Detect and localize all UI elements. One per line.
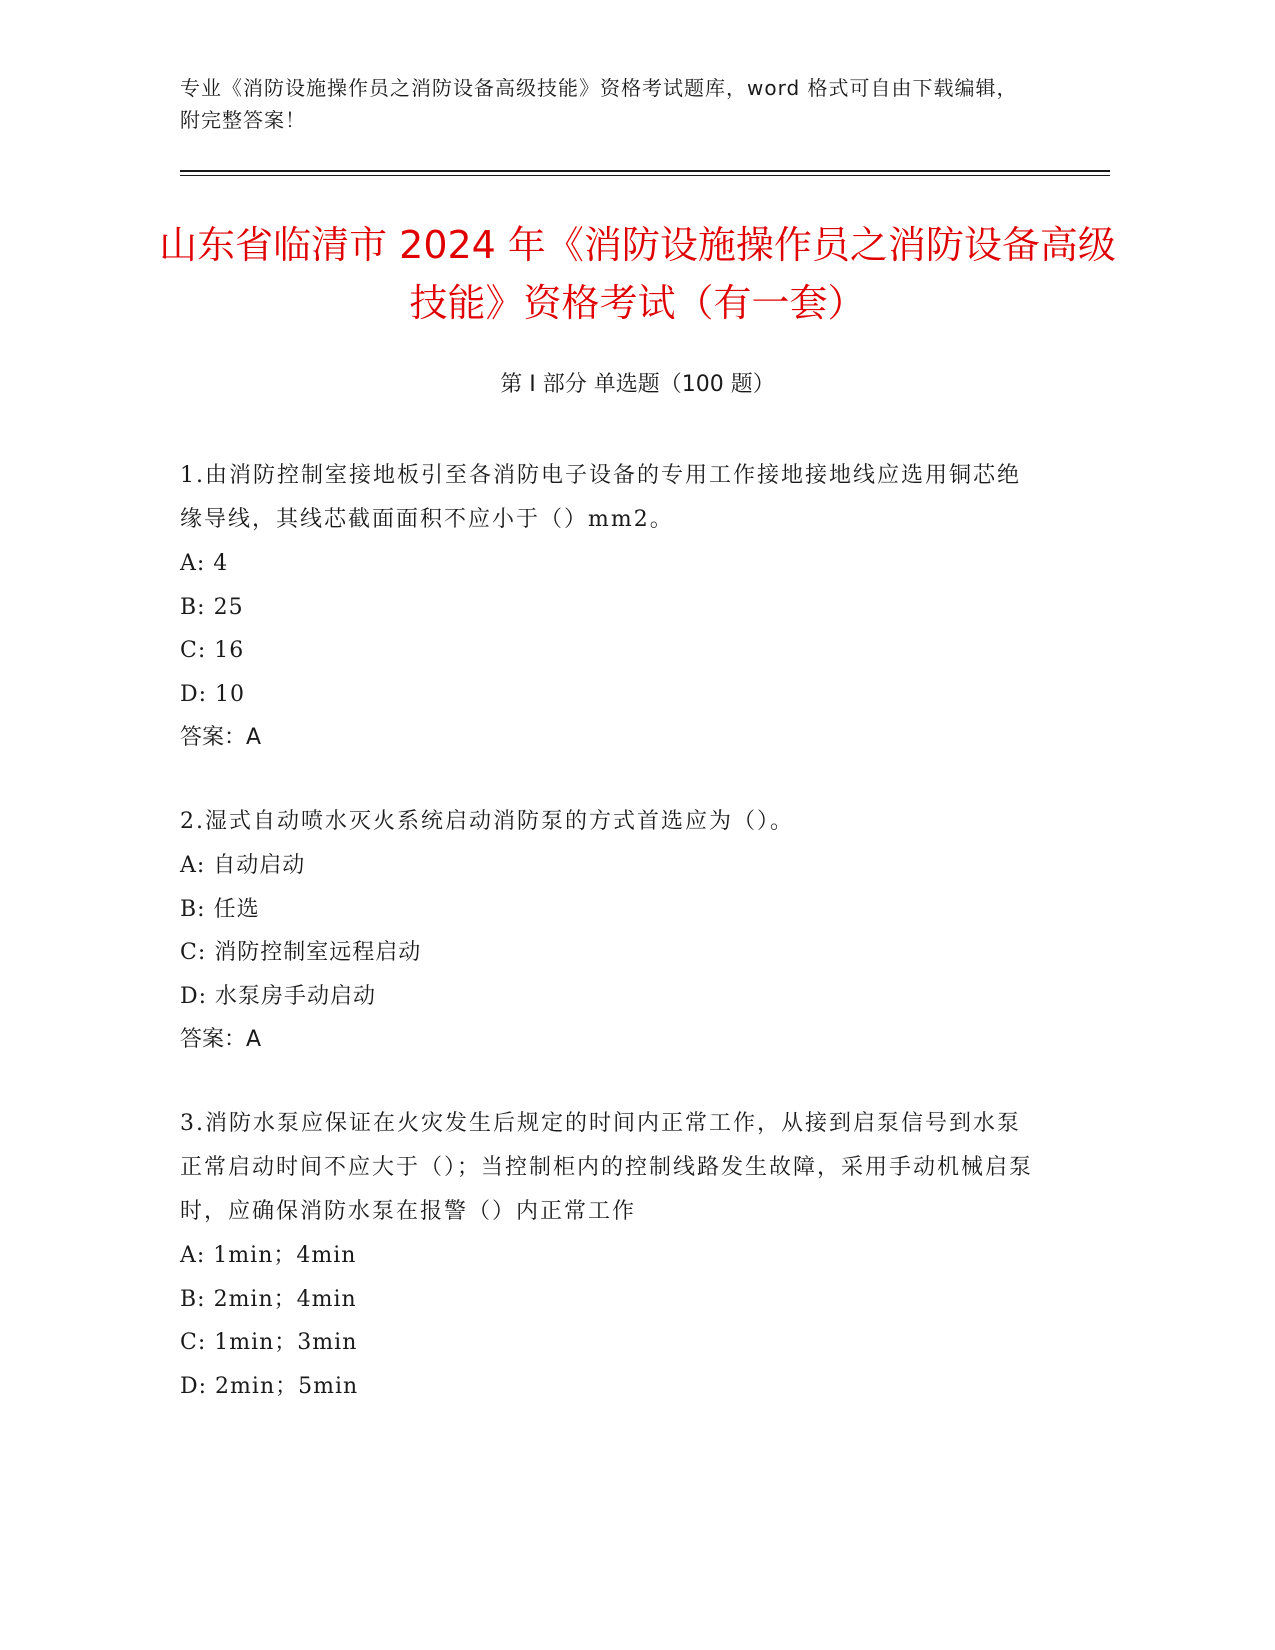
question-1 — [180, 454, 1040, 760]
option-d: D: 2min；5min — [180, 1373, 359, 1399]
document-title: 山东省临清市 2024 年《消防设施操作员之消防设备高级技能》资格考试（有一套） — [159, 223, 1116, 325]
header-note: 专业《消防设施操作员之消防设备高级技能》资格考试题库，word 格式可自由下载编辑，附完整答案！ — [180, 76, 1018, 132]
header-rule-thin — [180, 175, 1110, 176]
question-stem: 3.消防水泵应保证在火灾发生后规定的时间内正常工作，从接到启泵信号到水泵正常启动时间不应大于（）；当控制柜内的控制线路发生故障，采用手动机械启泵时，应确保消防水泵在报警（）内正常工作 — [180, 1111, 1034, 1224]
option-d: D: 10 — [180, 681, 246, 707]
option-c: C: 16 — [180, 638, 245, 663]
section-heading: 第 I 部分 单选题（100 题） — [500, 372, 775, 397]
question-2 — [180, 800, 1040, 1062]
question-3 — [180, 1102, 1040, 1408]
option-c: C: 消防控制室远程启动 — [180, 940, 422, 965]
header-rule-thick — [180, 170, 1110, 172]
question-stem: 1.由消防控制室接地板引至各消防电子设备的专用工作接地接地线应选用铜芯绝缘导线，其线芯截面面积不应小于（）mm2。 — [180, 463, 1021, 532]
answer-line: 答案：A — [180, 1027, 262, 1052]
option-a: A: 1min；4min — [180, 1243, 357, 1268]
answer-line: 答案：A — [180, 725, 262, 750]
option-a: A: 自动启动 — [180, 853, 306, 878]
option-b: B: 2min；4min — [180, 1286, 357, 1312]
option-c: C: 1min；3min — [180, 1330, 358, 1355]
option-b: B: 25 — [180, 594, 244, 620]
question-stem: 2.湿式自动喷水灭火系统启动消防泵的方式首选应为（）。 — [180, 809, 794, 834]
option-b: B: 任选 — [180, 896, 260, 922]
option-d: D: 水泵房手动启动 — [180, 983, 377, 1009]
option-a: A: 4 — [180, 551, 229, 576]
question-list — [180, 454, 1040, 1448]
